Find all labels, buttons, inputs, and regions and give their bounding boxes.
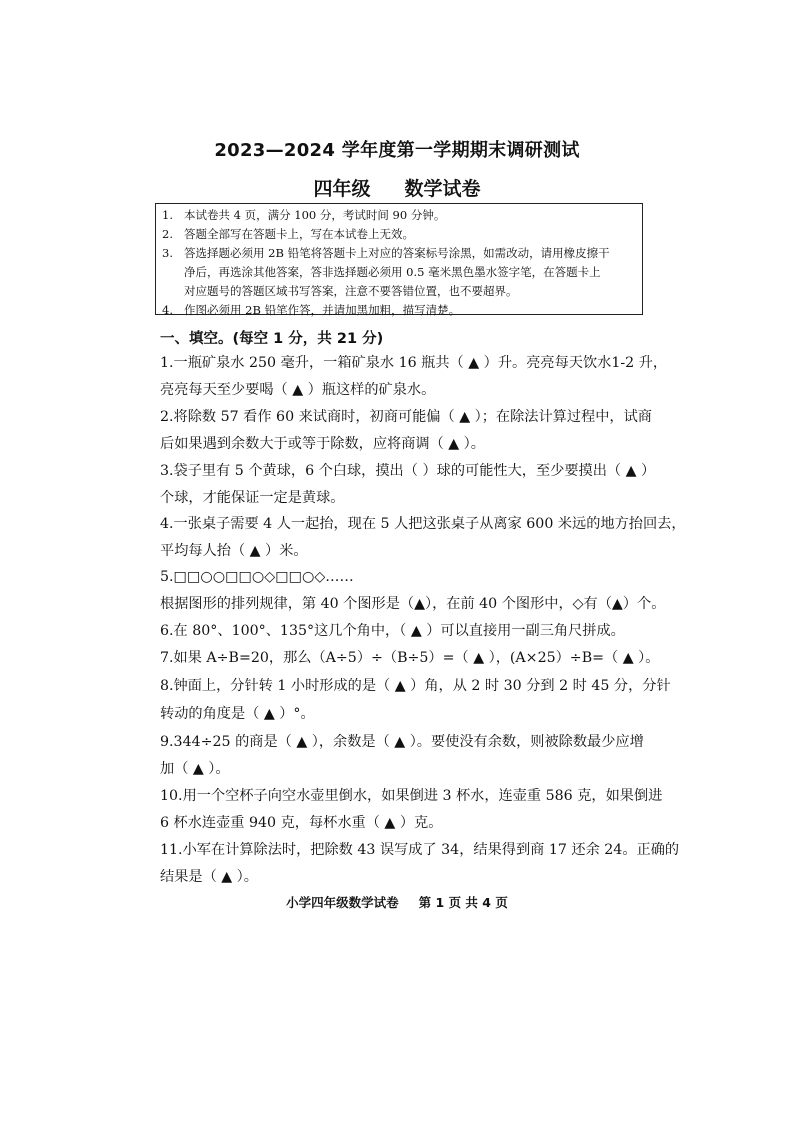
question-line: 4.一张桌子需要 4 人一起抬，现在 5 人把这张桌子从离家 600 米远的地方抬回去， <box>160 516 686 532</box>
instruction-item: 2. 答题全部写在答题卡上，写在本试卷上无效。 <box>162 227 414 241</box>
question-line: 6.在 80°、100°、135°这几个角中，（ ▲ ）可以直接用一副三角尺拼成。 <box>160 623 625 639</box>
question-line: 7.如果 A÷B=20，那么（A÷5）÷（B÷5）=（ ▲ ），(A×25）÷B=（ ▲ ）。 <box>160 650 660 666</box>
instruction-item: 4. 作图必须用 2B 铅笔作答，并请加黑加粗，描写清楚。 <box>162 303 461 317</box>
question-line: 11.小军在计算除法时，把除数 43 误写成了 34，结果得到商 17 还余 24。正确的 <box>160 842 680 858</box>
question-line: 转动的角度是（ ▲ ）°。 <box>160 706 315 722</box>
question-line: 8.钟面上，分针转 1 小时形成的是（ ▲ ）角，从 2 时 30 分到 2 时 45 分，分针 <box>160 678 671 694</box>
page-number: 第 1 页 共 4 页 <box>418 895 508 910</box>
instruction-item: 1. 本试卷共 4 页，满分 100 分，考试时间 90 分钟。 <box>162 208 446 222</box>
question-line: 2.将除数 57 看作 60 来试商时，初商可能偏（ ▲ ）；在除法计算过程中，试商 <box>160 409 652 425</box>
question-line: 3.袋子里有 5 个黄球，6 个白球，摸出（ ）球的可能性大，至少要摸出（ ▲ ） <box>160 463 656 479</box>
question-line: 个球，才能保证一定是黄球。 <box>160 490 345 506</box>
section-heading: 一、填空。(每空 1 分，共 21 分) <box>160 331 384 347</box>
exam-subtitle <box>0 174 794 201</box>
question-line: 1.一瓶矿泉水 250 毫升，一箱矿泉水 16 瓶共（ ▲ ）升。亮亮每天饮水1-2 升， <box>160 355 668 371</box>
question-line: 根据图形的排列规律，第 40 个图形是（▲），在前 40 个图形中，◇有（▲）个。 <box>160 596 666 612</box>
question-line: 6 杯水连壶重 940 克，每杯水重（ ▲ ）克。 <box>160 815 443 831</box>
question-line: 结果是（ ▲ ）。 <box>160 869 258 885</box>
subject-label: 数学试卷 <box>404 178 481 200</box>
question-line: 加（ ▲ ）。 <box>160 761 230 777</box>
instructions-box <box>155 203 643 315</box>
question-line: 平均每人抬（ ▲ ）米。 <box>160 543 308 559</box>
instruction-item: 3. 答选择题必须用 2B 铅笔将答题卡上对应的答案标号涂黑，如需改动，请用橡皮擦干 <box>162 246 610 260</box>
exam-title: 2023—2024 学年度第一学期期末调研测试 <box>214 140 580 161</box>
question-line: 5.□□○○□□○◇□□○◇…… <box>160 569 354 585</box>
instruction-line: 净后，再选涂其他答案，答非选择题必须用 0.5 毫米黑色墨水签字笔，在答题卡上 <box>184 265 601 279</box>
page-footer <box>0 893 794 911</box>
instruction-line: 对应题号的答题区域书写答案，注意不要答错位置，也不要超界。 <box>184 284 518 298</box>
grade-label: 四年级 <box>313 178 371 200</box>
question-line: 9.344÷25 的商是（ ▲ ），余数是（ ▲ ）。要使没有余数，则被除数最少应增 <box>160 734 644 750</box>
question-line: 10.用一个空杯子向空水壶里倒水，如果倒进 3 杯水，连壶重 586 克，如果倒进 <box>160 788 663 804</box>
footer-title: 小学四年级数学试卷 <box>286 895 399 910</box>
question-line: 亮亮每天至少要喝（ ▲ ）瓶这样的矿泉水。 <box>160 382 436 398</box>
question-line: 后如果遇到余数大于或等于除数，应将商调（ ▲ ）。 <box>160 436 485 452</box>
